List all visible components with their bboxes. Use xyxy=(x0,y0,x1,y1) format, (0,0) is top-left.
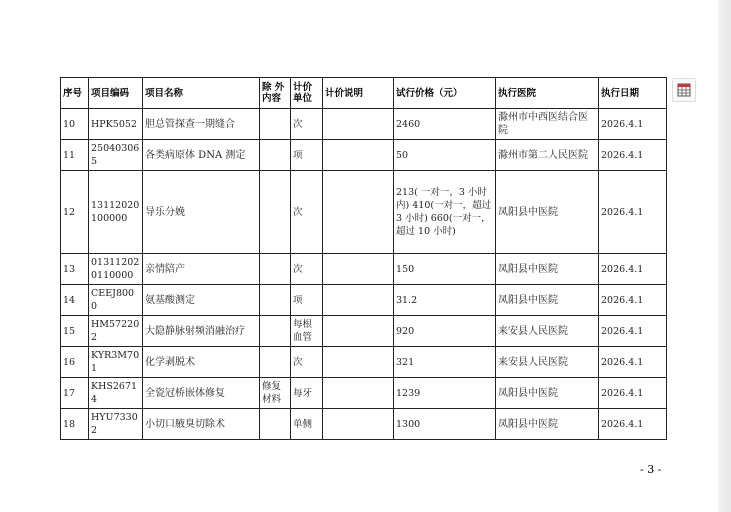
table-header xyxy=(61,78,667,109)
cell-date: 2026.4.1 xyxy=(599,171,667,254)
cell-price: 150 xyxy=(394,254,496,285)
cell-name: 小切口腋臭切除术 xyxy=(143,409,260,440)
table-row xyxy=(61,254,667,285)
cell-excl xyxy=(260,285,291,316)
cell-code: HM572202 xyxy=(89,316,143,347)
cell-unit: 次 xyxy=(291,109,323,140)
cell-hospital: 滁州市中西医结合医院 xyxy=(496,109,599,140)
cell-code: KHS26714 xyxy=(89,378,143,409)
cell-name: 化学剥脱术 xyxy=(143,347,260,378)
cell-excl xyxy=(260,171,291,254)
table-row xyxy=(61,347,667,378)
table-row xyxy=(61,109,667,140)
cell-no: 11 xyxy=(61,140,89,171)
table-row xyxy=(61,378,667,409)
cell-price: 321 xyxy=(394,347,496,378)
cell-name: 大隐静脉射频消融治疗 xyxy=(143,316,260,347)
cell-code: KYR3M701 xyxy=(89,347,143,378)
cell-price: 213( 一对一，3 小时内) 410(一对一，超过 3 小时) 660(一对一，超过 10 小时) xyxy=(394,171,496,254)
cell-note xyxy=(323,140,394,171)
table-row xyxy=(61,285,667,316)
table-row xyxy=(61,140,667,171)
cell-price: 50 xyxy=(394,140,496,171)
cell-note xyxy=(323,254,394,285)
cell-excl xyxy=(260,109,291,140)
price-table xyxy=(60,77,667,440)
table-row xyxy=(61,409,667,440)
header-code: 项目编码 xyxy=(89,78,143,109)
cell-no: 18 xyxy=(61,409,89,440)
cell-date: 2026.4.1 xyxy=(599,316,667,347)
cell-name: 导乐分娩 xyxy=(143,171,260,254)
cell-hospital: 凤阳县中医院 xyxy=(496,409,599,440)
cell-note xyxy=(323,171,394,254)
cell-price: 1300 xyxy=(394,409,496,440)
cell-excl xyxy=(260,254,291,285)
cell-unit: 每牙 xyxy=(291,378,323,409)
cell-excl xyxy=(260,140,291,171)
header-unit: 计价单位 xyxy=(291,78,323,109)
cell-price: 31.2 xyxy=(394,285,496,316)
cell-hospital: 滁州市第二人民医院 xyxy=(496,140,599,171)
table-row xyxy=(61,316,667,347)
cell-unit: 次 xyxy=(291,171,323,254)
cell-excl: 修复材料 xyxy=(260,378,291,409)
cell-date: 2026.4.1 xyxy=(599,140,667,171)
page-edge-shadow xyxy=(718,0,731,512)
cell-hospital: 凤阳县中医院 xyxy=(496,171,599,254)
cell-unit: 每根血管 xyxy=(291,316,323,347)
cell-code: 250403065 xyxy=(89,140,143,171)
cell-price: 920 xyxy=(394,316,496,347)
header-note: 计价说明 xyxy=(323,78,394,109)
cell-no: 15 xyxy=(61,316,89,347)
cell-name: 亲情陪产 xyxy=(143,254,260,285)
header-no: 序号 xyxy=(61,78,89,109)
cell-code: 013112020110000 xyxy=(89,254,143,285)
cell-no: 17 xyxy=(61,378,89,409)
cell-note xyxy=(323,409,394,440)
cell-date: 2026.4.1 xyxy=(599,378,667,409)
cell-no: 12 xyxy=(61,171,89,254)
cell-unit: 项 xyxy=(291,285,323,316)
cell-note xyxy=(323,285,394,316)
header-date: 执行日期 xyxy=(599,78,667,109)
header-hospital: 执行医院 xyxy=(496,78,599,109)
header-price: 试行价格（元） xyxy=(394,78,496,109)
cell-note xyxy=(323,378,394,409)
cell-hospital: 凤阳县中医院 xyxy=(496,285,599,316)
cell-name: 氨基酸测定 xyxy=(143,285,260,316)
cell-unit: 次 xyxy=(291,347,323,378)
cell-name: 各类病原体 DNA 测定 xyxy=(143,140,260,171)
cell-hospital: 凤阳县中医院 xyxy=(496,254,599,285)
cell-excl xyxy=(260,409,291,440)
cell-date: 2026.4.1 xyxy=(599,409,667,440)
cell-date: 2026.4.1 xyxy=(599,109,667,140)
cell-no: 10 xyxy=(61,109,89,140)
page-number: - 3 - xyxy=(640,463,662,476)
table-row xyxy=(61,171,667,254)
cell-note xyxy=(323,316,394,347)
header-name: 项目名称 xyxy=(143,78,260,109)
cell-date: 2026.4.1 xyxy=(599,285,667,316)
cell-note xyxy=(323,109,394,140)
cell-price: 1239 xyxy=(394,378,496,409)
cell-unit: 项 xyxy=(291,140,323,171)
cell-date: 2026.4.1 xyxy=(599,347,667,378)
header-excl: 除 外内容 xyxy=(260,78,291,109)
cell-unit: 次 xyxy=(291,254,323,285)
cell-code: HYU73302 xyxy=(89,409,143,440)
cell-code: 13112020100000 xyxy=(89,171,143,254)
cell-excl xyxy=(260,316,291,347)
cell-hospital: 来安县人民医院 xyxy=(496,316,599,347)
cell-name: 胆总管探查一期缝合 xyxy=(143,109,260,140)
cell-name: 全瓷冠桥嵌体修复 xyxy=(143,378,260,409)
cell-excl xyxy=(260,347,291,378)
cell-no: 16 xyxy=(61,347,89,378)
calculator-icon[interactable] xyxy=(672,78,696,102)
cell-hospital: 来安县人民医院 xyxy=(496,347,599,378)
cell-date: 2026.4.1 xyxy=(599,254,667,285)
cell-no: 13 xyxy=(61,254,89,285)
cell-code: HPK5052 xyxy=(89,109,143,140)
cell-code: CEEJ8000 xyxy=(89,285,143,316)
cell-hospital: 凤阳县中医院 xyxy=(496,378,599,409)
cell-note xyxy=(323,347,394,378)
cell-price: 2460 xyxy=(394,109,496,140)
cell-no: 14 xyxy=(61,285,89,316)
cell-unit: 单侧 xyxy=(291,409,323,440)
